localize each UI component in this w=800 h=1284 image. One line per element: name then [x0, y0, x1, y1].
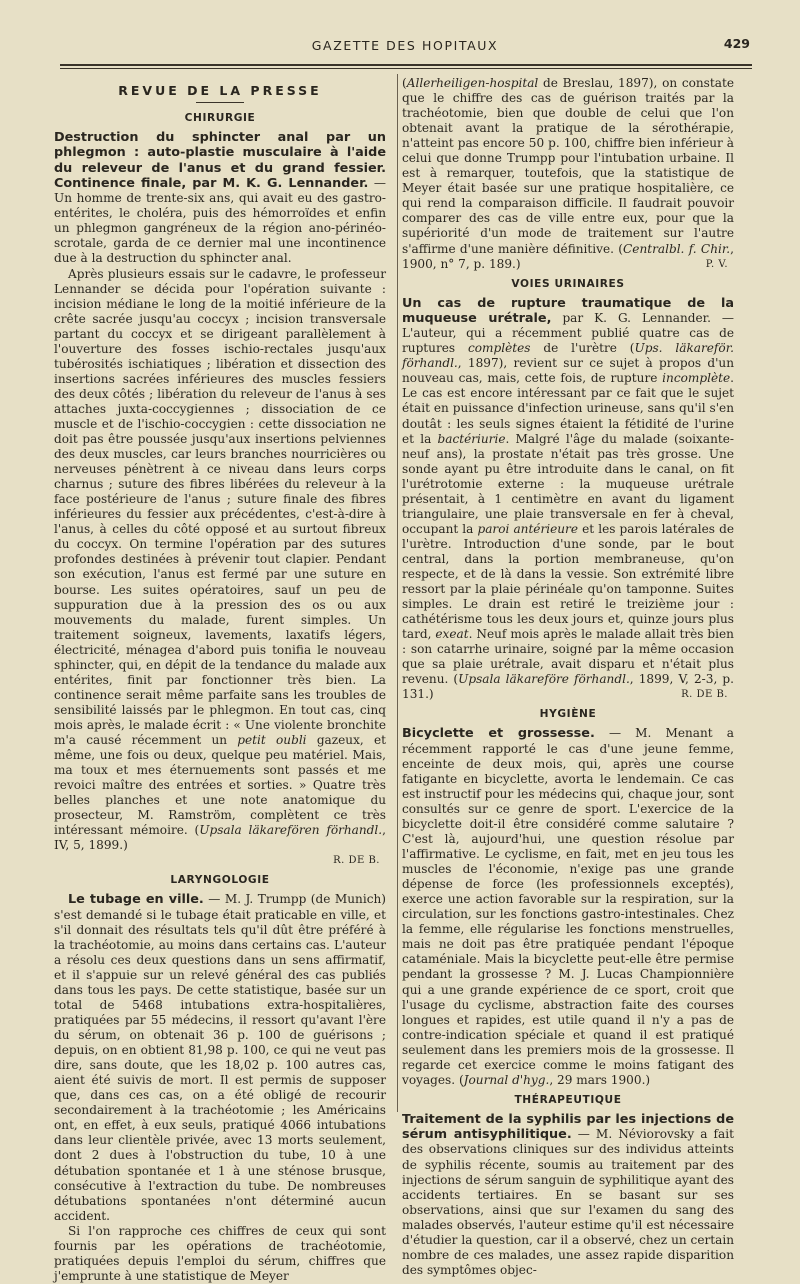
column-divider	[397, 74, 398, 1112]
paragraph-text: de Breslau, 1897), on constate que le chiffre des cas de guérison traités par la trachéotomie, bien que double de celui que l'on obtenait avant la pratique de la sérothérapie, n'atteint pas encore 50 p. 100, chiffre bien inférieur à celui que donne Trumpp pour l'intubation urbaine. Il est à remarquer, toutefois, que la statistique de Meyer était basée sur une pratique hospitalière, ce qui rend la comparaison difficile. Il faudrait pouvoir comparer des cas de ville entre eux, pour que la supériorité d'un mode de traitement sur l'autre s'affirme d'une manière définitive. (	[402, 76, 734, 256]
subhead-therapeutique: THÉRAPEUTIQUE	[514, 1093, 622, 1106]
right-column	[402, 76, 734, 1278]
reference: Journal d'hyg.	[463, 1072, 550, 1087]
article-paragraph	[54, 266, 386, 867]
paragraph-text: Après plusieurs essais sur le cadavre, le professeur Lennander se décida pour l'opération suivante : incision médiane le long de la moitié inférieure de la crête sacrée jusqu'au coccyx ; incision transversale partant du coccyx et se dirigeant parallèlement à l'ouverture des fosses ischio-rectales jusqu'aux tubérosités ischiatiques ; libération et dissection des insertions sacrées inférieures des muscles fessiers des deux côtés ; libération du releveur de l'anus à ses attaches juxta-coccygiennes ; dissociation de ce muscle et de l'ischio-coccygien : cette dissociation ne doit pas être poussée jusqu'aux insertions pelviennes des deux muscles, car leurs branches nourricières ou nerveuses pénètrent à ce niveau dans leurs corps charnus ; suture des fibres libérées du releveur à la face postérieure de l'anus ; suture finale des fibres inférieures du fessier aux précédentes, c'est-à-dire à l'anus, à celles du côté opposé et au surtout fibreux du coccyx. On termine l'opération par des sutures profondes destinées à prévenir tout clapier. Pendant son exécution, l'anus est fermé par une suture en bourse. Les suites opératoires, sauf un peu de suppuration due à la pression des os ou aux mouvements du malade, furent simples. Un traitement soigneux, lavements, laxatifs légers, électricité, ménagea d'abord puis tonifia le nouveau sphincter, qui, en dépit de la tendance du malade aux entérites, finit par fonctionner très bien. La continence serait même parfaite sans les troubles de sensibilité laissés par le phlegmon. En tout cas, cinq mois après, le malade écrit : « Une violente bronchite m'a causé récemment un	[54, 266, 386, 747]
subhead-laryngologie: LARYNGOLOGIE	[170, 874, 270, 887]
reference: Ups. läkareför. förhandl.	[402, 341, 734, 371]
article-bicyclette	[402, 726, 734, 1087]
reference-end: , 1899, V, 2-3, p. 131.)	[402, 672, 734, 702]
italic-text: Allerheiligen-hospital	[406, 76, 539, 90]
paragraph-text: gazeux, et même, une fois ou deux, quelque peu matériel. Mais, ma toux et mes éternuements sont passés et me revoici maître des entrées et sorties. » Quatre très belles planches et une note anatomique du prosecteur, M. Ramström, complètent ce très intéressant mémoire. (	[54, 732, 386, 838]
italic-text: bactériurie	[437, 431, 506, 446]
article-tubage	[54, 892, 386, 1223]
section-rule	[196, 102, 244, 103]
subhead-hygiene: HYGIÈNE	[539, 708, 597, 721]
article-title: Bicyclette et grossesse.	[402, 726, 595, 742]
page-number: 429	[723, 36, 750, 51]
signature: R. DE B.	[333, 855, 380, 867]
paragraph-text: . Neuf mois après le malade allait très bien : son catarrhe urinaire, soigné par la même occasion que sa plaie urétrale, avait disparu et n'était plus revenu. (	[402, 627, 734, 687]
reference-end: , 29 mars 1900.)	[549, 1072, 651, 1087]
reference: Upsala läkareföre förhandl.	[458, 672, 630, 687]
paragraph-text: — M. Néviorovsky a fait des observations cliniques sur des individus atteints de syphilis récente, soumis au traitement par des injections de sérum sanguin de syphilitique ayant des accidents tertiaires. En se basant sur ses observations, ainsi que sur l'examen du sang des malades observés, l'auteur estime qu'il est nécessaire d'étudier la question, car il a observé, chez un certain nombre de ces malades, une assez rapide disparition des symptômes objec-	[402, 1127, 734, 1277]
reference-end: , IV, 5, 1899.)	[54, 823, 386, 853]
article-rupture	[402, 296, 734, 703]
article-title: Destruction du sphincter anal par un phlegmon : auto-plastie musculaire à l'aide du releveur de l'anus et du grand fessier. Continence finale, par M. K. G. Lennander.	[54, 130, 386, 191]
signature: R. DE B.	[681, 689, 728, 701]
paragraph-text: . Malgré l'âge du malade (soixante-neuf ans), la prostate n'était pas très grosse. Une sonde ayant pu être introduite dans le canal, on fit l'urétrotomie externe : la muqueuse urétrale présentait, à 1 centimètre en avant du ligament triangulaire, une plaie transversale en fer à cheval, occupant la	[402, 431, 734, 536]
paragraph-text: . Le cas est encore intéressant par ce fait que le sujet était en puissance d'infection urineuse, sans qu'il s'en doutât : les seuls signes étaient la fétidité de l'urine et la	[402, 371, 734, 446]
article-text: — M. J. Trumpp (de Munich) s'est demandé si le tubage était praticable en ville, et s'il donnait des résultats tels qu'il dût être préféré à la trachéotomie, au moins dans certains cas. L'auteur a résolu ces deux questions dans un sens affirmatif, et il s'appuie sur un relevé général des cas publiés dans tous les pays. De cette statistique, basée sur un total de 5468 intubations extra-hospitalières, pratiquées par 55 médecins, il ressort qu'avant l'ère du sérum, on obtenait 36 p. 100 de guérisons ; depuis, on en obtient 81,98 p. 100, ce qui ne veut pas dire, sans doute, que les 18,02 p. 100 autres cas, aient été suivis de mort. Il est permis de supposer que, dans ces cas, on a été obligé de recourir secondairement à la trachéotomie ; les Américains ont, en effet, à eux seuls, pratiqué 4066 intubations dans leur clientèle privée, avec 13 morts seulement, dont 2 dues à l'obstruction du tube, 10 à une détubation spontanée et 1 à une sténose brusque, consécutive à l'extraction du tube. De nombreuses détubations spontanées n'ont déterminé aucun accident.	[54, 892, 386, 1223]
italic-text: complètes	[468, 341, 531, 356]
subhead-voies-urinaires: VOIES URINAIRES	[511, 277, 625, 290]
reference-end: , 1900, n° 7, p. 189.)	[402, 241, 734, 271]
paragraph-text: , 1897), revient sur ce sujet à propos d'un nouveau cas, mais, cette fois, de rupture	[402, 356, 734, 386]
paragraph-text: — M. Menant a récemment rapporté le cas d'une jeune femme, enceinte de deux mois, qui, après une course fatigante en bicyclette, avorta le lendemain. Ce cas est instructif pour les médecins qui, chaque jour, sont consultés sur ce genre de sport. L'exercice de la bicyclette doit-il être considéré comme salutaire ? C'est là, aujourd'hui, une question résolue par l'affirmative. Le cyclisme, en fait, met en jeu tous les muscles de l'économie, n'exige pas une grande dépense de force (les professionnels exceptés), exerce une action favorable sur la respiration, sur la circulation, sur les fonctions gastro-intestinales. Chez la femme, elle régularise les fonctions menstruelles, mais ne doit pas être pratiquée pendant l'époque cataméniale. Mais la bicyclette peut-elle être permise pendant la grossesse ? M. J. Lucas Championnière qui a une grande expérience de ce sport, croit que l'usage du cyclisme, abstraction faite des courses longues et rapides, est utile quand il n'y a pas de contre-indication spéciale et quand il est pratiqué seulement dans les premiers mois de la grossesse. Il regarde cet exercice comme le moins fatigant des voyages. (	[402, 726, 734, 1087]
paragraph-text: et les parois latérales de l'urètre. Introduction d'une sonde, par le bout central, dans la portion membraneuse, qu'on respecte, et de là dans la vessie. Son extrémité libre ressort par la plaie périnéale qu'on tamponne. Suites simples. Le drain est retiré le treizième jour : cathétérisme tous les deux jours et, quinze jours plus tard,	[402, 521, 734, 642]
subhead-chirurgie: CHIRURGIE	[184, 112, 256, 125]
left-column	[54, 76, 386, 1284]
italic-text: exeat	[435, 627, 469, 642]
reference: Upsala läkarefören förhandl.	[199, 823, 383, 838]
signature: P. V.	[705, 258, 728, 270]
page-header	[60, 34, 750, 60]
italic-text: incomplète	[662, 371, 731, 386]
header-rule-thick	[60, 64, 752, 66]
paragraph-text: de l'urètre (	[543, 341, 635, 356]
article-paragraph: Si l'on rapproche ces chiffres de ceux qui sont fournis par les opérations de trachéotomie, pratiquées depuis l'emploi du sérum, chiffres que j'emprunte à une statistique de Meyer	[54, 1223, 386, 1283]
article-title: Un cas de rupture traumatique de la muqueuse urétrale,	[402, 295, 734, 326]
article-title: Le tubage en ville.	[68, 892, 204, 908]
italic-text: petit oubli	[237, 732, 307, 747]
reference: Centralbl. f. Chir.	[623, 241, 731, 256]
journal-title: GAZETTE DES HOPITAUX	[311, 38, 499, 53]
article-tubage-continued: (Allerheiligen-hospital de Breslau, 1897), on constate que le chiffre des cas de guérison traités par la trachéotomie, bien que double de celui que l'on obtenait avant la pratique de la sérothérapie, n'atteint pas encore 50 p. 100, chiffre bien inférieur à celui que donne Trumpp pour l'intubation urbaine. Il est à remarquer, toutefois, que la statistique de Meyer était basée sur une pratique hospitalière, ce qui rend la comparaison difficile. Il faudrait pouvoir comparer des cas de ville entre eux, pour que la supériorité d'un mode de traitement sur l'autre s'affirme d'une manière définitive. (Centralbl. f. Chir., 1900, n° 7, p. 189.) P. V.	[402, 76, 734, 271]
article-sphincter	[54, 130, 386, 266]
section-title: REVUE DE LA PRESSE	[118, 83, 322, 98]
article-title: Traitement de la syphilis par les injections de sérum antisyphilitique.	[402, 1111, 734, 1143]
paragraph-text: par K. G. Lennander. — L'auteur, qui a récemment publié quatre cas de ruptures	[402, 310, 734, 356]
header-rule-thin	[60, 68, 752, 69]
italic-text: paroi antérieure	[477, 521, 578, 536]
article-text: — Un homme de trente-six ans, qui avait eu des gastro-entérites, le choléra, puis des hémorroïdes et enfin un phlegmon gangréneux de la région ano-périnéo-scrotale, garda de ce dernier mal une incontinence due à la destruction du sphincter anal.	[54, 175, 386, 266]
